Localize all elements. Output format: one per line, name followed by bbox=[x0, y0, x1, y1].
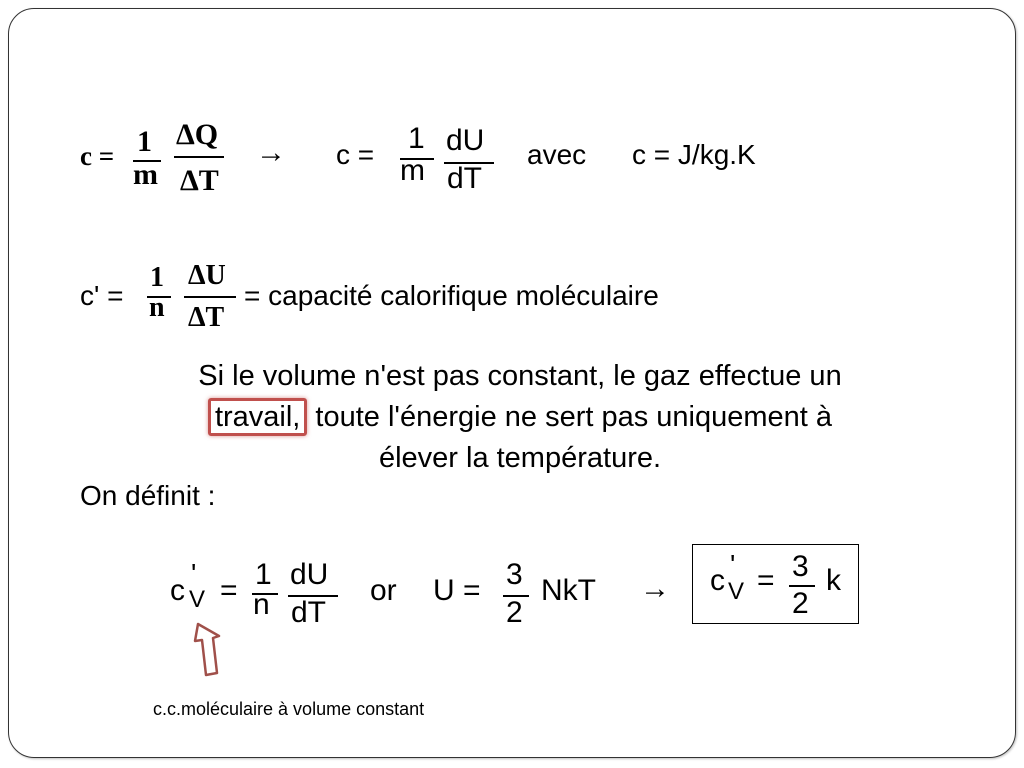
eq2-numerator-1: 1 bbox=[150, 262, 164, 293]
paragraph-line-2-rest: toute l'énergie ne sert pas uniquement à bbox=[307, 401, 833, 433]
paragraph-line-3: élever la température. bbox=[378, 442, 662, 474]
eq3-or: or bbox=[370, 574, 397, 607]
eq1b-dt: dT bbox=[447, 162, 483, 195]
eq3-c: c bbox=[170, 574, 185, 607]
eq3-dt: dT bbox=[291, 596, 327, 629]
eq1-frac-line-2 bbox=[174, 156, 224, 158]
eq3-denominator-n: n bbox=[253, 588, 270, 621]
highlighted-word-travail: travail, bbox=[208, 398, 307, 436]
eq1-delta-t: ΔT bbox=[180, 164, 219, 197]
explanation-paragraph bbox=[80, 356, 960, 479]
eq1b-unit: c = J/kg.K bbox=[632, 139, 756, 170]
eq2-delta-u: ΔU bbox=[188, 260, 226, 291]
eq2-frac-line-2 bbox=[184, 296, 236, 298]
box-c: c bbox=[710, 564, 725, 597]
eq2-delta-t: ΔT bbox=[188, 302, 225, 333]
eq3-numerator-3: 3 bbox=[506, 558, 523, 591]
eq1b-du: dU bbox=[446, 124, 485, 157]
eq1-c-equals: c = bbox=[80, 141, 115, 171]
eq3-du: dU bbox=[290, 558, 329, 591]
eq3-subscript-v: V bbox=[189, 586, 206, 613]
box-equals: = bbox=[757, 564, 775, 597]
paragraph-line-1: Si le volume n'est pas constant, le gaz effectue un bbox=[198, 360, 842, 392]
box-subscript-v: V bbox=[728, 578, 745, 605]
paragraph-line-2 bbox=[80, 397, 960, 438]
eq1b-numerator-1: 1 bbox=[408, 122, 425, 155]
eq1b-avec: avec bbox=[527, 139, 587, 170]
eq3-numerator-1: 1 bbox=[255, 558, 272, 591]
eq1b-c-equals: c = bbox=[336, 139, 375, 170]
eq1-arrow: → bbox=[256, 136, 286, 169]
box-prime: ' bbox=[730, 549, 736, 580]
eq3-nkt: NkT bbox=[541, 574, 596, 607]
eq3-prime: ' bbox=[191, 558, 197, 589]
box-denominator-2: 2 bbox=[792, 587, 809, 620]
eq3-arrow: → bbox=[640, 572, 670, 605]
box-numerator-3: 3 bbox=[792, 550, 809, 583]
eq2-rhs: = capacité calorifique moléculaire bbox=[244, 280, 659, 311]
eq2-c-prime-equals: c' = bbox=[80, 280, 124, 311]
on-definit-heading: On définit : bbox=[80, 480, 216, 511]
box-k: k bbox=[826, 564, 841, 597]
eq1-numerator-1: 1 bbox=[137, 125, 152, 158]
eq3-u-equals: U = bbox=[433, 574, 481, 607]
eq1b-denominator-m: m bbox=[400, 154, 425, 187]
eq3-denominator-2: 2 bbox=[506, 596, 523, 629]
eq1-denominator-m: m bbox=[133, 158, 158, 191]
eq2-denominator-n: n bbox=[149, 292, 165, 323]
eq3-equals: = bbox=[220, 574, 238, 607]
caption-text: c.c.moléculaire à volume constant bbox=[153, 699, 425, 719]
up-arrow-icon bbox=[190, 622, 230, 678]
eq1-delta-q: ΔQ bbox=[176, 118, 219, 151]
